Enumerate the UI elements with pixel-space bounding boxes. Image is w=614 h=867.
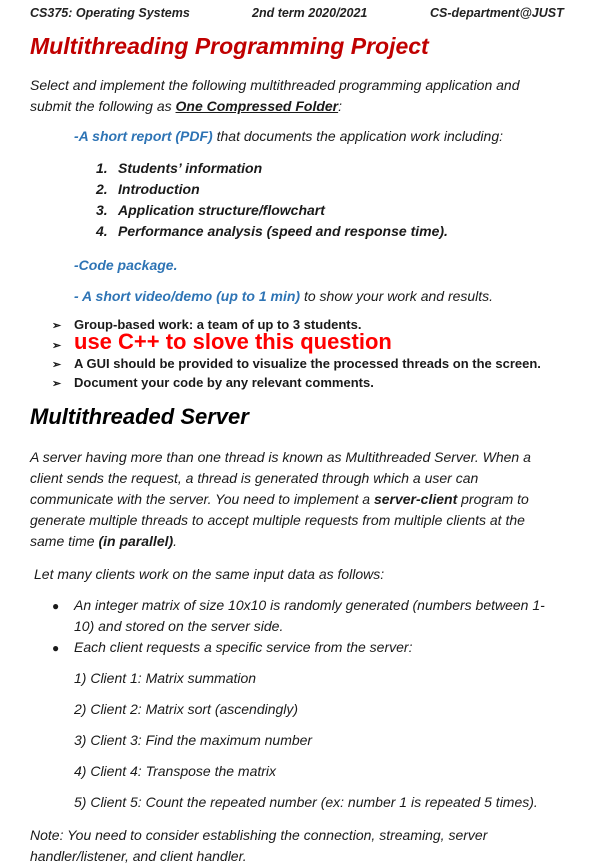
header-dept: CS-department@JUST bbox=[430, 6, 564, 20]
arrow-icon: ➢ bbox=[52, 359, 62, 371]
video-highlight: A short video/demo (up to 1 min) bbox=[82, 288, 301, 304]
server-para-line-5 bbox=[30, 531, 177, 552]
intro-line-2-post: : bbox=[338, 98, 343, 114]
report-item-number: 2. bbox=[96, 181, 108, 197]
clients-intro: Let many clients work on the same input data as follows: bbox=[34, 566, 385, 582]
video-rest: to show your work and results. bbox=[300, 288, 494, 304]
bullet-item-1-cont: 10) and stored on the server side. bbox=[74, 618, 284, 634]
server-para-text: . bbox=[173, 533, 178, 549]
in-parallel-term: (in parallel) bbox=[98, 533, 174, 549]
compressed-folder-link: One Compressed Folder bbox=[175, 98, 339, 114]
arrow-icon: ➢ bbox=[52, 378, 62, 390]
server-para-line-4: generate multiple threads to accept multiple requests from multiple clients at the bbox=[30, 512, 525, 528]
report-item-text: Introduction bbox=[118, 181, 200, 197]
server-para-line-3 bbox=[30, 489, 529, 510]
requirement-text: Document your code by any relevant comments. bbox=[74, 375, 374, 390]
report-item-3 bbox=[96, 202, 325, 218]
requirement-text: A GUI should be provided to visualize the processed threads on the screen. bbox=[74, 356, 541, 371]
bullet-item-2 bbox=[52, 637, 412, 659]
code-package: -Code package. bbox=[74, 257, 178, 273]
report-item-text: Students’ information bbox=[118, 160, 263, 176]
report-item-1 bbox=[96, 160, 262, 176]
server-para-text: communicate with the server. You need to implement a bbox=[30, 491, 374, 507]
section-title: Multithreaded Server bbox=[30, 404, 249, 429]
report-highlight: A short report (PDF) bbox=[78, 128, 213, 144]
bullet-icon: ● bbox=[52, 599, 60, 613]
bullet-text: Each client requests a specific service from the server: bbox=[74, 639, 413, 655]
server-para-line-1: A server having more than one thread is known as Multithreaded Server. When a bbox=[30, 449, 531, 465]
client-item-1: 1) Client 1: Matrix summation bbox=[74, 670, 257, 686]
report-item-number: 1. bbox=[96, 160, 108, 176]
bullet-text: An integer matrix of size 10x10 is randomly generated (numbers between 1- bbox=[74, 597, 545, 613]
header-course: CS375: Operating Systems bbox=[30, 6, 190, 20]
report-item-4 bbox=[96, 223, 448, 239]
requirement-text: Group-based work: a team of up to 3 students. bbox=[74, 317, 362, 332]
report-line bbox=[74, 126, 503, 147]
intro-line-2 bbox=[30, 96, 342, 117]
video-line bbox=[74, 286, 493, 307]
client-item-4: 4) Client 4: Transpose the matrix bbox=[74, 763, 277, 779]
cpp-instruction: use C++ to slove this question bbox=[74, 329, 392, 354]
report-item-text: Application structure/flowchart bbox=[118, 202, 325, 218]
requirement-item bbox=[52, 356, 541, 371]
requirement-item bbox=[52, 375, 374, 390]
video-dash: - bbox=[74, 288, 83, 304]
client-item-2: 2) Client 2: Matrix sort (ascendingly) bbox=[74, 701, 299, 717]
server-para-line-2: client sends the request, a thread is generated through which a user can bbox=[30, 470, 479, 486]
server-para-text: same time bbox=[30, 533, 99, 549]
report-item-2 bbox=[96, 181, 200, 197]
bullet-item-1 bbox=[52, 595, 545, 617]
page-title: Multithreading Programming Project bbox=[30, 33, 429, 59]
requirement-item-handwritten bbox=[52, 329, 392, 355]
header-term: 2nd term 2020/2021 bbox=[252, 6, 368, 20]
report-item-number: 4. bbox=[96, 223, 108, 239]
arrow-icon: ➢ bbox=[52, 320, 62, 332]
note-line-1: Note: You need to consider establishing the connection, streaming, server bbox=[30, 827, 488, 843]
arrow-icon: ➢ bbox=[52, 340, 62, 352]
server-client-term: server-client bbox=[373, 491, 458, 507]
client-item-5: 5) Client 5: Count the repeated number (ex: number 1 is repeated 5 times). bbox=[74, 794, 538, 810]
report-item-number: 3. bbox=[96, 202, 108, 218]
report-item-text: Performance analysis (speed and response time). bbox=[118, 223, 448, 239]
client-item-3: 3) Client 3: Find the maximum number bbox=[74, 732, 313, 748]
report-dash: - bbox=[74, 128, 79, 144]
report-rest: that documents the application work including: bbox=[212, 128, 503, 144]
intro-line-1: Select and implement the following multithreaded programming application and bbox=[30, 77, 520, 93]
bullet-icon: ● bbox=[52, 641, 60, 655]
intro-line-2-pre: submit the following as bbox=[30, 98, 176, 114]
server-para-text: program to bbox=[457, 491, 529, 507]
note-line-2: handler/listener, and client handler. bbox=[30, 848, 247, 864]
